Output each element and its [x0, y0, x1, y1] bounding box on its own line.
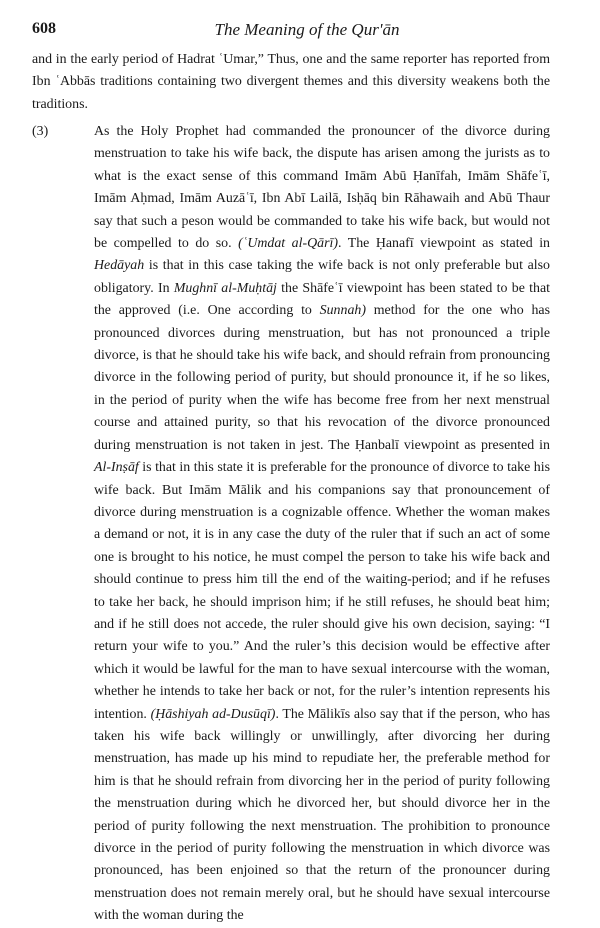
text-run: method for the one who has pronounced divorces during menstruation, but has not pronounced a triple divorce, is that he should take his wife back, and should refrain from pronouncing divorce in the following period of purity, but should pronounce it, if he so likes, in the period of purity when the wife has become free from her next menstrual course and attained purity, so that his revocation of the divorce pronounced during menstruation is not taken in jest. The Ḥanbalī viewpoint as presented in	[94, 303, 550, 453]
italic-citation: Al-Inṣāf	[94, 460, 139, 476]
item-body	[94, 121, 550, 928]
italic-citation: (ʿUmdat al-Qārī)	[238, 236, 338, 252]
text-run: is that in this state it is preferable for the pronounce of divorce to take his wife back. But Imām Mālik and his companions say that pronouncement of divorce during menstruation is a cognizable offence. Whether the woman makes a demand or not, it is in any case the duty of the ruler that if such an act of some one is brought to his notice, he must compel the person to take his wife back and should continue to press him till the end of the waiting-period; and if he refuses to take her back, he should imprison him; if he still refuses, he should beat him; and if he still does not accede, the ruler should give his own decision, saying: “I return your wife to you.” And the ruler’s this decision would be effective after which it would be lawful for the man to have sexual intercourse with the woman, whether he intends to take her back or not, for the ruler’s intention represents his intention.	[94, 460, 550, 722]
text-run: the Shāfeʿī viewpoint has been stated to be that the approved (i.e. One according to	[94, 280, 550, 319]
italic-citation: (Ḥāshiyah ad-Dusūqī)	[150, 706, 276, 722]
numbered-item	[32, 121, 550, 928]
item-number: (3)	[32, 124, 49, 139]
running-title: The Meaning of the Qur'ān	[214, 20, 400, 39]
italic-citation: Mughnī al-Muḥtāj	[173, 280, 277, 296]
intro-paragraph: and in the early period of Hadrat ʿUmar,” Thus, one and the same reporter has reported from Ibn ʿAbbās traditions containing two divergent themes and this diversity weakens both the traditions.	[32, 52, 550, 112]
page-number: 608	[32, 20, 56, 37]
page-header	[32, 20, 552, 44]
text-run: is that in this case taking the wife back is not only preferable but also obligatory. In	[94, 258, 550, 296]
text-run: . The Ḥanafī viewpoint as stated in	[337, 236, 551, 252]
italic-citation: Sunnah)	[319, 303, 366, 319]
italic-citation: Hedāyah	[94, 258, 145, 274]
text-run: . The Mālikīs also say that if the person, who has taken his wife back willingly or unwillingly, after divorcing her during menstruation, has made up his mind to repudiate her, the preferable method for him is that he should refrain from divorcing her in the period of purity following the menstruation during which he divorced her, but should divorce her in the period of purity following the next menstruation. The prohibition to pronounce divorce in the period of purity following the menstruation in which divorce was pronounced, has been enjoined so that the return of the pronouncer during menstruation does not remain merely oral, but he should have sexual intercourse with the woman during the	[94, 706, 550, 924]
text-run: As the Holy Prophet had commanded the pronouncer of the divorce during menstruation to take his wife back, the dispute has arisen among the jurists as to what is the exact sense of this command Imām Abū Ḥanīfah, Imām Shāfeʿī, Imām Aḥmad, Imām Auzāʿī, Ibn Abī Lailā, Isḥāq bin Rāhawaih and Abū Thaur say that such a peson would be commanded to take his wife back, but would not be compelled to do so.	[94, 124, 550, 252]
